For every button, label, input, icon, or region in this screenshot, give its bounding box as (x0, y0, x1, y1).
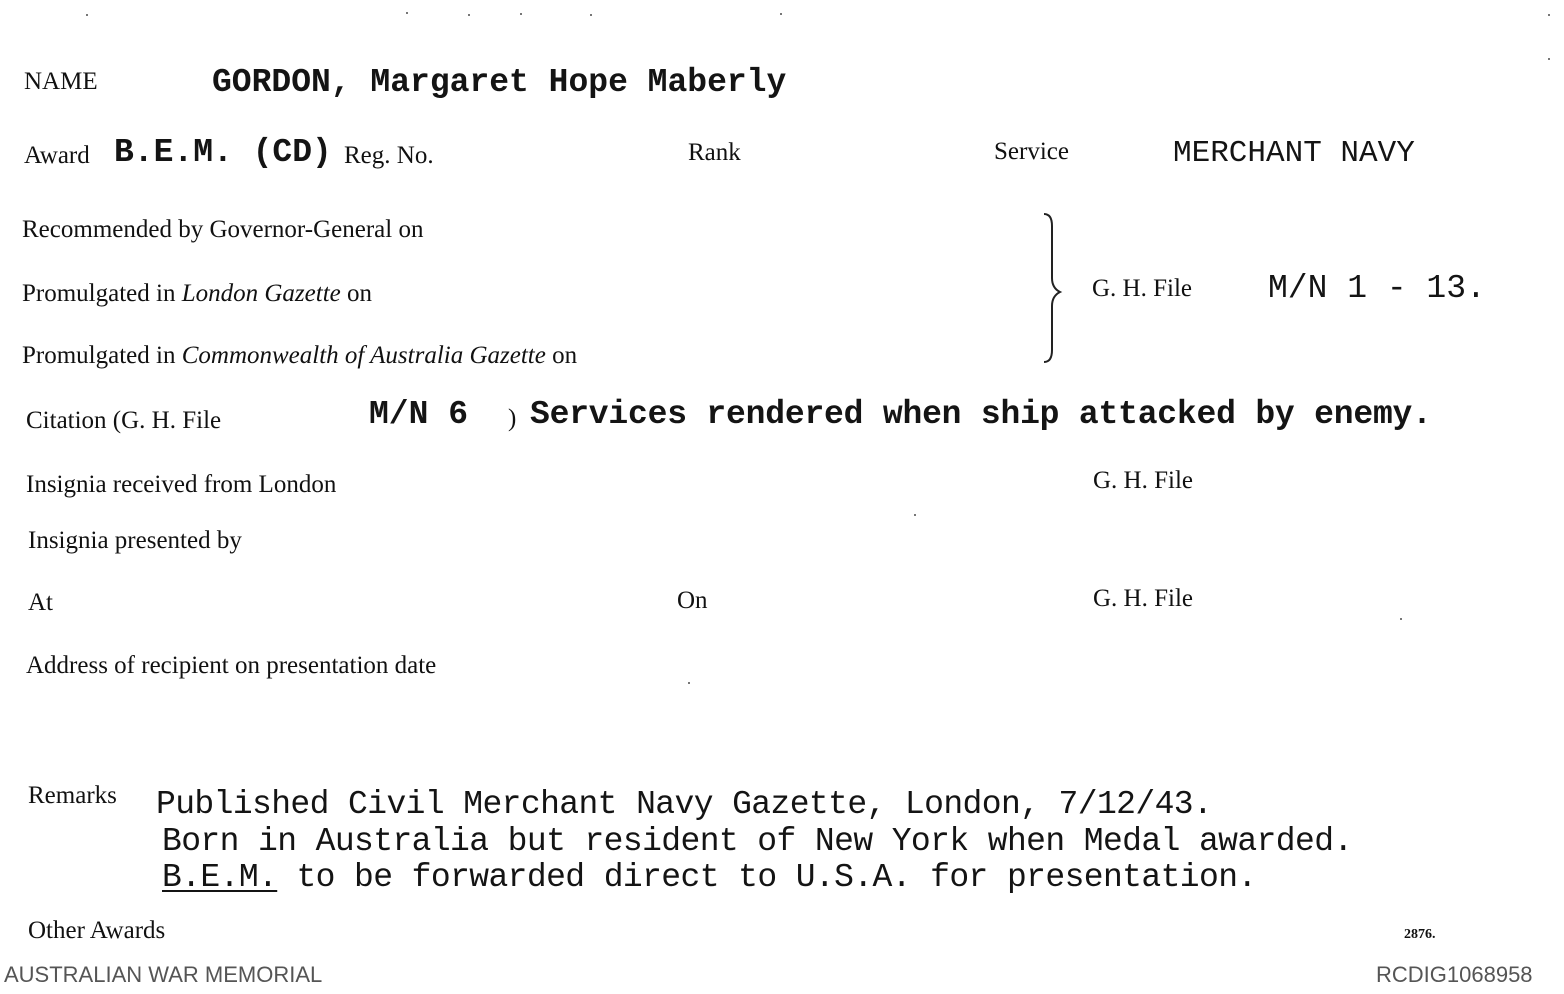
insignia-received-gh-file-label: G. H. File (1093, 467, 1193, 494)
scan-speck (1548, 58, 1550, 60)
scan-speck (590, 14, 592, 16)
promulgated-cwlth-suffix: on (552, 342, 578, 369)
london-gazette-title: London Gazette (181, 280, 341, 307)
insignia-received-label: Insignia received from London (26, 471, 337, 498)
gh-file-value: M/N 1 - 13. (1268, 270, 1486, 307)
remarks-line-1: Published Civil Merchant Navy Gazette, London, 7/12/43. (156, 786, 1213, 823)
award-value: B.E.M. (CD) (114, 134, 332, 171)
remarks-bem-underlined: B.E.M. (162, 859, 278, 896)
remarks-line-3-text: to be forwarded direct to U.S.A. for presentation. (277, 859, 1257, 896)
service-label: Service (994, 138, 1069, 165)
name-label: NAME (24, 68, 98, 95)
other-awards-label: Other Awards (28, 917, 166, 944)
address-label: Address of recipient on presentation date (26, 652, 437, 679)
at-label: At (28, 589, 53, 616)
insignia-presented-label: Insignia presented by (28, 527, 242, 554)
footer-identifier: RCDIG1068958 (1376, 962, 1533, 987)
promulgated-london-prefix: Promulgated in (22, 280, 176, 307)
at-gh-file-label: G. H. File (1093, 585, 1193, 612)
grouping-brace (1038, 208, 1068, 368)
footer-source: AUSTRALIAN WAR MEMORIAL (4, 962, 323, 987)
scan-speck (406, 12, 408, 14)
scan-speck (86, 14, 88, 16)
promulgated-commonwealth-label (22, 342, 577, 370)
form-number: 2876. (1404, 927, 1436, 942)
scan-speck (780, 13, 782, 15)
scan-speck (1400, 618, 1402, 620)
remarks-label: Remarks (28, 782, 117, 809)
recommended-label: Recommended by Governor-General on (22, 216, 424, 243)
gh-file-label: G. H. File (1092, 275, 1192, 302)
citation-close-paren: ) (508, 405, 517, 432)
reg-no-label: Reg. No. (344, 142, 434, 169)
scan-speck (1548, 14, 1550, 16)
rank-label: Rank (688, 139, 741, 166)
scan-speck (468, 14, 470, 16)
scan-speck (688, 682, 690, 684)
citation-text: Services rendered when ship attacked by enemy. (530, 396, 1432, 433)
remarks-line-2: Born in Australia but resident of New York when Medal awarded. (162, 823, 1353, 860)
citation-label: Citation (G. H. File (26, 407, 222, 434)
promulgated-london-suffix: on (347, 280, 372, 307)
name-value: GORDON, Margaret Hope Maberly (212, 64, 787, 101)
award-label: Award (24, 142, 90, 169)
commonwealth-gazette-title: Commonwealth of Australia Gazette (181, 342, 546, 369)
on-label: On (677, 587, 708, 614)
promulgated-london-label (22, 280, 372, 308)
promulgated-cwlth-prefix: Promulgated in (22, 342, 176, 369)
citation-file-value: M/N 6 (369, 396, 469, 433)
scan-speck (520, 13, 522, 15)
remarks-line-3 (162, 859, 1257, 896)
scan-speck (914, 514, 916, 516)
service-value: MERCHANT NAVY (1173, 136, 1415, 171)
